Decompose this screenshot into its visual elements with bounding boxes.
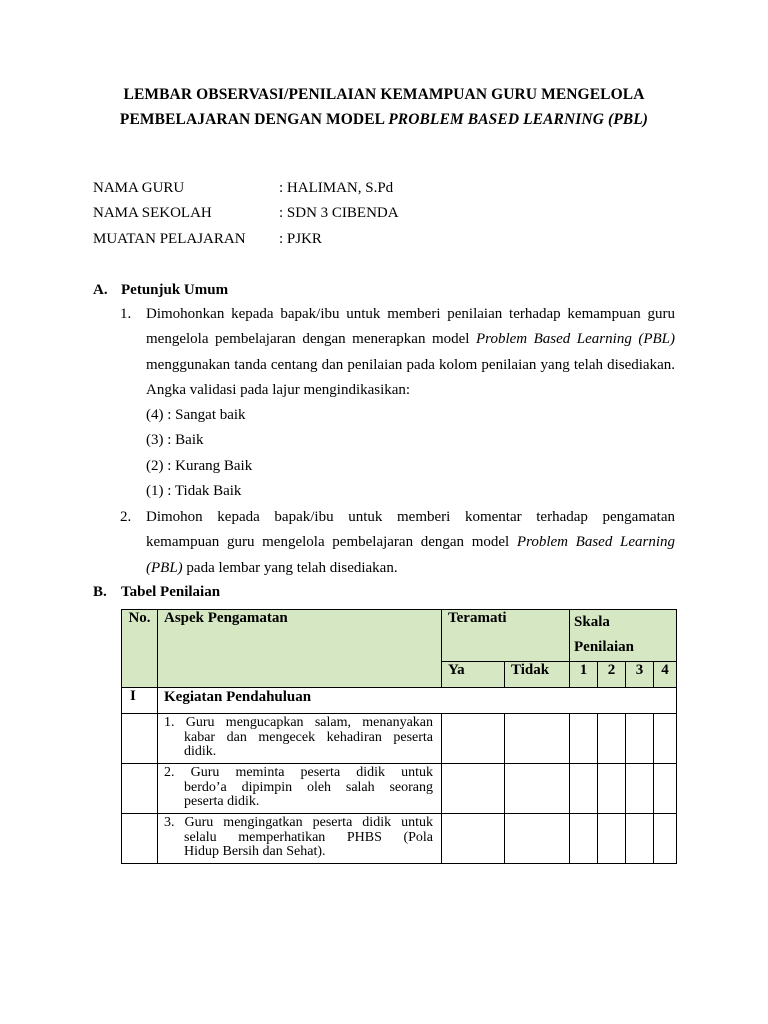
scale-3: (3) : Baik — [146, 432, 204, 449]
item1-line2 — [146, 327, 675, 352]
info-label: NAMA SEKOLAH — [93, 205, 212, 221]
header-teramati — [442, 610, 570, 662]
score-2-cell[interactable] — [598, 764, 626, 814]
score-3-cell[interactable] — [626, 814, 654, 864]
row-no-cell — [122, 814, 158, 864]
item2-line2-italic: Problem Based Learning — [516, 534, 676, 551]
item-number: 1. — [120, 306, 132, 322]
assessment-table — [121, 609, 677, 864]
row-aspek-cell — [158, 764, 442, 814]
table-row — [122, 714, 677, 764]
header-score-3 — [626, 662, 654, 688]
score-3-cell[interactable] — [626, 714, 654, 764]
row-aspek-cell — [158, 814, 442, 864]
title-line2-italic: PROBLEM BASED LEARNING (PBL) — [388, 111, 649, 128]
header-skala-line2: Penilaian — [574, 639, 635, 655]
score-4-cell[interactable] — [654, 714, 677, 764]
item-text-line3: Hidup Bersih dan Sehat). — [184, 844, 326, 859]
row-aspek-cell — [158, 714, 442, 764]
header-no-label: No. — [128, 610, 151, 626]
item2-line3-plain: pada lembar yang telah disediakan. — [182, 559, 398, 576]
item2-line2-plain: kemampuan guru mengelola pembelajaran dengan model — [146, 534, 517, 551]
section-number — [122, 688, 158, 714]
score-3-cell[interactable] — [626, 764, 654, 814]
item1-line2-italic: Problem Based Learning (PBL) — [476, 331, 675, 348]
score-1-cell[interactable] — [570, 714, 598, 764]
section-title: Petunjuk Umum — [121, 282, 229, 298]
score-4-cell[interactable] — [654, 814, 677, 864]
item-text-line2: berdo’a dipimpin oleh salah seorang — [184, 779, 433, 795]
check-ya-cell[interactable] — [442, 814, 505, 864]
header-tidak — [505, 662, 570, 688]
section-b-heading — [93, 584, 220, 601]
item-text-line3: didik. — [184, 744, 217, 759]
item-number: 2. — [120, 509, 132, 525]
section-label-text: Kegiatan Pendahuluan — [164, 689, 312, 705]
score-label: 2 — [607, 662, 616, 678]
check-ya-cell[interactable] — [442, 714, 505, 764]
info-value: : HALIMAN, S.Pd — [279, 180, 394, 196]
section-title: Tabel Penilaian — [121, 584, 221, 600]
score-label: 3 — [635, 662, 644, 678]
item2-line3 — [146, 556, 675, 581]
header-tidak-label: Tidak — [511, 662, 550, 678]
item2-line3-italic: (PBL) — [146, 559, 183, 576]
section-number-label: I — [130, 688, 136, 704]
check-tidak-cell[interactable] — [505, 764, 570, 814]
item-text-line2: kabar dan mengecek kehadiran peserta — [184, 729, 433, 745]
header-score-1 — [570, 662, 598, 688]
header-aspek — [158, 610, 442, 688]
info-value: : SDN 3 CIBENDA — [279, 205, 399, 221]
table-row — [122, 814, 677, 864]
header-teramati-label: Teramati — [448, 610, 507, 626]
document-title-line1: LEMBAR OBSERVASI/PENILAIAN KEMAMPUAN GURU MENGELOLA — [123, 86, 645, 103]
item-text-line1: 3. Guru mengingatkan peserta didik untuk — [164, 815, 433, 830]
scale-4: (4) : Sangat baik — [146, 407, 246, 424]
scale-2: (2) : Kurang Baik — [146, 457, 253, 474]
info-label: NAMA GURU — [93, 180, 185, 196]
document-title-line2 — [0, 111, 768, 129]
table-row — [122, 764, 677, 814]
score-2-cell[interactable] — [598, 714, 626, 764]
section-letter: A. — [93, 282, 108, 298]
check-tidak-cell[interactable] — [505, 814, 570, 864]
row-no-cell — [122, 714, 158, 764]
header-score-4 — [654, 662, 677, 688]
score-1-cell[interactable] — [570, 764, 598, 814]
header-skala-line1: Skala — [574, 614, 610, 630]
score-1-cell[interactable] — [570, 814, 598, 864]
item1-line1: Dimohonkan kepada bapak/ibu untuk memberi penilaian terhadap kemampuan guru — [146, 306, 675, 322]
section-a-heading — [93, 282, 228, 299]
item-text-line2: selalu memperhatikan PHBS (Pola — [184, 829, 433, 845]
item1-line4: Angka validasi pada lajur mengindikasikan: — [146, 381, 411, 398]
item2-line1: Dimohon kepada bapak/ibu untuk memberi komentar terhadap pengamatan — [146, 509, 675, 525]
check-tidak-cell[interactable] — [505, 714, 570, 764]
score-4-cell[interactable] — [654, 764, 677, 814]
score-2-cell[interactable] — [598, 814, 626, 864]
item1-line3: menggunakan tanda centang dan penilaian pada kolom penilaian yang telah disediakan. — [146, 356, 675, 373]
score-label: 1 — [579, 662, 588, 678]
header-aspek-label: Aspek Pengamatan — [164, 610, 288, 626]
score-label: 4 — [661, 662, 669, 678]
item1-line2-plain: mengelola pembelajaran dengan menerapkan model — [146, 331, 476, 348]
header-skala — [570, 610, 677, 662]
table-header-row — [122, 610, 677, 662]
header-no — [122, 610, 158, 688]
title-line2-plain: PEMBELAJARAN DENGAN MODEL — [119, 111, 389, 128]
header-score-2 — [598, 662, 626, 688]
row-no-cell — [122, 764, 158, 814]
scale-1: (1) : Tidak Baik — [146, 483, 242, 500]
item-text-line3: peserta didik. — [184, 794, 260, 809]
item-text-line1: 1. Guru mengucapkan salam, menanyakan — [164, 715, 433, 730]
section-letter: B. — [93, 584, 107, 600]
section-label — [158, 688, 677, 714]
item2-line2 — [146, 530, 675, 555]
header-ya-label: Ya — [448, 662, 465, 678]
table-section-row — [122, 688, 677, 714]
item-text-line1: 2. Guru meminta peserta didik untuk — [164, 765, 433, 780]
header-ya — [442, 662, 505, 688]
info-label: MUATAN PELAJARAN — [93, 231, 246, 247]
info-value: : PJKR — [279, 231, 322, 247]
check-ya-cell[interactable] — [442, 764, 505, 814]
